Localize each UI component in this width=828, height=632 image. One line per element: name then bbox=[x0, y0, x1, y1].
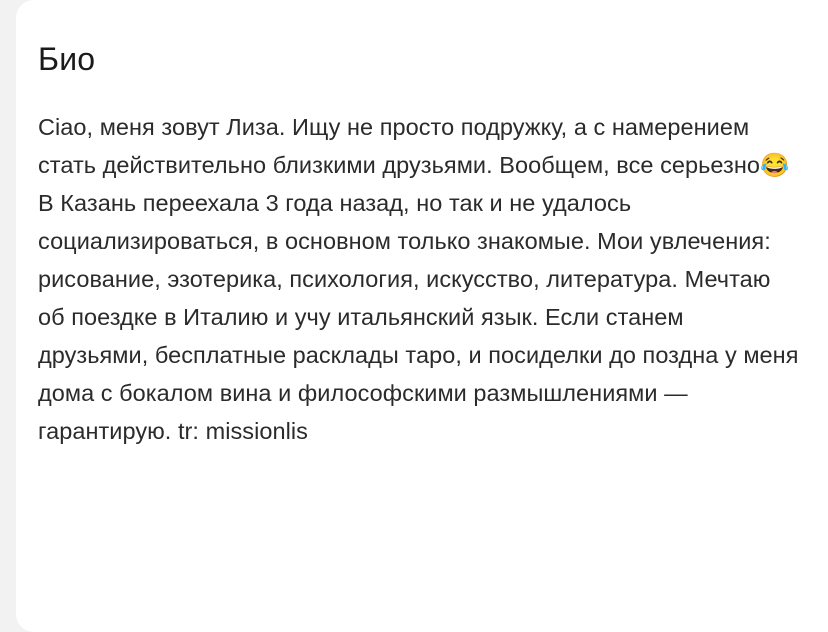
bio-text: Ciao, меня зовут Лиза. Ищу не просто подружку, а с намерением стать действительно близкими друзьями. Вообщем, все серьезно😂 В Казань переехала 3 года назад, но так и не удалось социализироваться, в основном только знакомые. Мои увлечения: рисование, эзотерика, психология, искусство, литература. Мечтаю об поездке в Италию и учу итальянский язык. Если станем друзьями, бесплатные расклады таро, и посиделки до поздна у меня дома с бокалом вина и философскими размышлениями — гарантирую. tr: missionlis bbox=[38, 114, 806, 444]
bio-card bbox=[16, 0, 828, 632]
page-title: Био bbox=[38, 41, 96, 77]
